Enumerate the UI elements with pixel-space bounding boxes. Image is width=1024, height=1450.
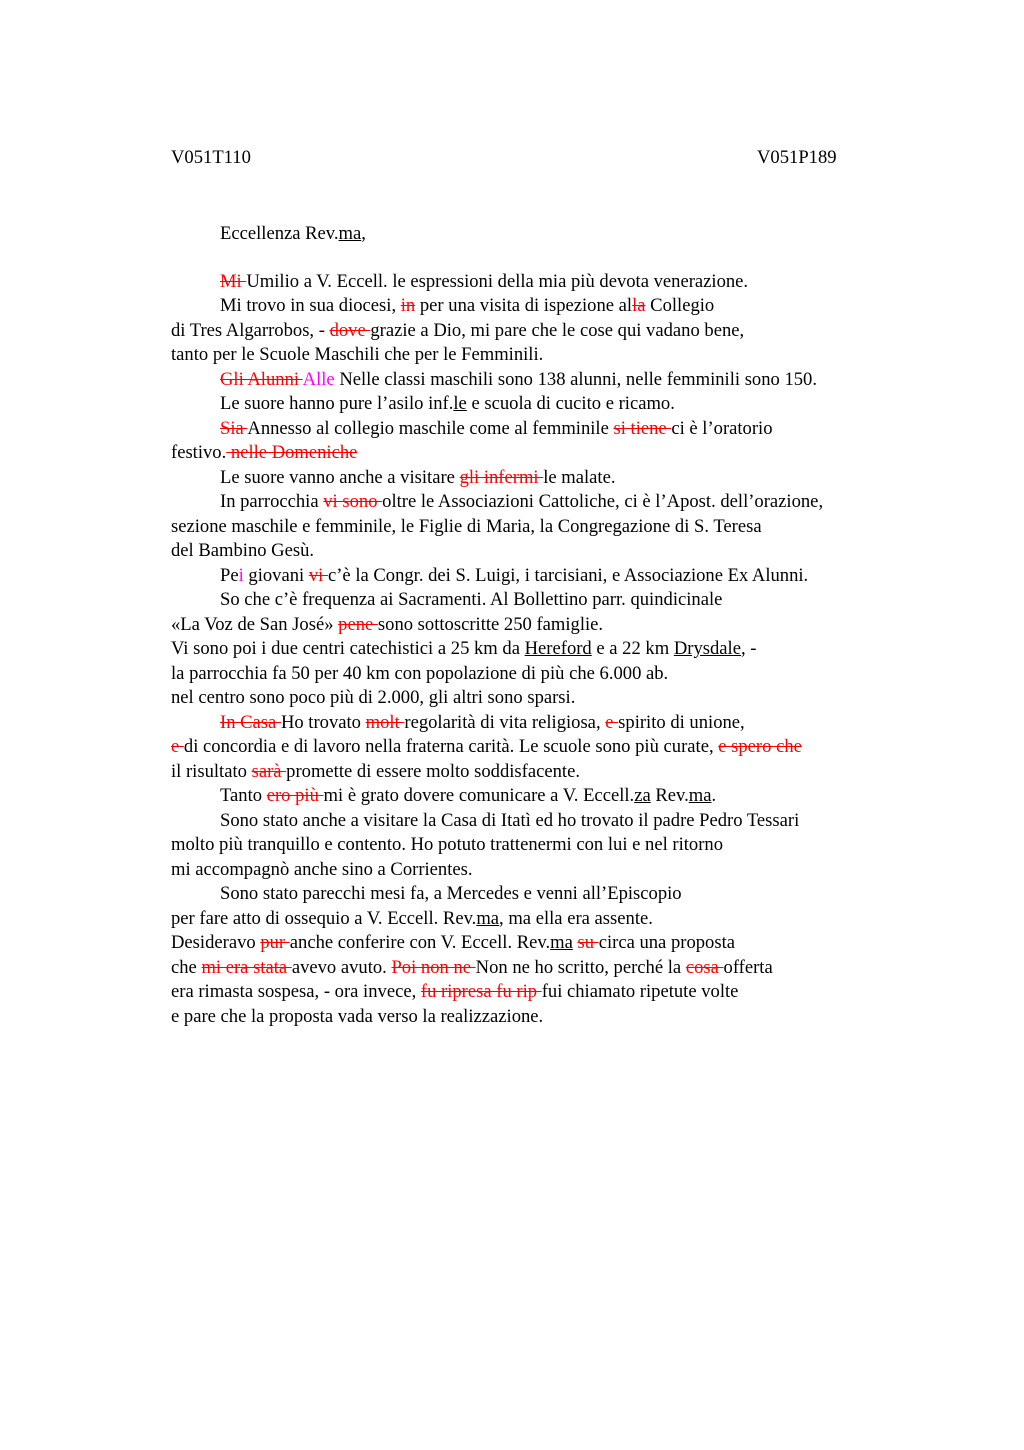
text-run: fui chiamato ripetute volte <box>541 981 739 1002</box>
text-run: Nelle classi maschili sono 138 alunni, nelle femminili sono 150. <box>334 369 818 390</box>
inserted-text: i <box>238 565 244 586</box>
text-run: sezione maschile e femminile, le Figlie di Maria, la Congregazione di S. Teresa <box>171 516 762 537</box>
underlined-abbreviation: ma <box>476 908 500 929</box>
letter-line <box>171 958 773 978</box>
text-run: In parrocchia <box>220 491 324 512</box>
letter-line <box>171 933 735 953</box>
text-run: del Bambino Gesù. <box>171 540 315 561</box>
text-run: offerta <box>723 957 773 978</box>
letter-line <box>171 688 575 708</box>
text-run: nel centro sono poco più di 2.000, gli altri sono sparsi. <box>171 687 576 708</box>
underlined-abbreviation: ma <box>550 932 573 953</box>
text-run: Umilio a V. Eccell. le espressioni della mia più devota venerazione. <box>246 271 749 292</box>
text-run: c’è la Congr. dei S. Luigi, i tarcisiani, e Associazione Ex Alunni. <box>327 565 809 586</box>
text-run: era rimasta sospesa, - ora invece, <box>171 981 421 1002</box>
text-run: , ma ella era assente. <box>499 908 653 929</box>
letter-line <box>171 1007 543 1027</box>
text-run: grazie a Dio, mi pare che le cose qui vadano bene, <box>370 320 745 341</box>
letter-line <box>171 639 756 659</box>
text-run: di concordia e di lavoro nella fraterna carità. Le scuole sono più curate, <box>183 736 719 757</box>
deleted-text: e spero che <box>718 736 802 757</box>
text-run: , - <box>740 638 757 659</box>
text-run: e scuola di cucito e ricamo. <box>466 393 675 414</box>
deleted-text: sarà <box>251 761 287 782</box>
deleted-text: dove <box>329 320 371 341</box>
text-run: la parrocchia fa 50 per 40 km con popolazione di più che 6.000 ab. <box>171 663 669 684</box>
deleted-text: ero più <box>266 785 324 806</box>
letter-line <box>220 884 682 904</box>
letter-line <box>171 517 762 537</box>
text-run: tanto per le Scuole Maschili che per le Femminili. <box>171 344 544 365</box>
letter-line <box>220 272 748 292</box>
letter-line <box>171 345 543 365</box>
document-code-left: V051T110 <box>171 147 251 168</box>
deleted-text: vi <box>308 565 328 586</box>
text-run: Vi sono poi i due centri catechistici a 25 km da <box>171 638 525 659</box>
deleted-text: In Casa <box>220 712 281 733</box>
text-run: Mi trovo in sua diocesi, <box>220 295 401 316</box>
deleted-text: pur <box>260 932 290 953</box>
letter-line <box>220 468 616 488</box>
text-run: «La Voz de San José» <box>171 614 339 635</box>
deleted-text: Mi <box>220 271 247 292</box>
deleted-text: Sia <box>220 418 248 439</box>
text-run: anche conferire con V. Eccell. Rev. <box>289 932 551 953</box>
letter-line <box>220 492 823 512</box>
text-run: Pe <box>220 565 239 586</box>
text-run: Sono stato anche a visitare la Casa di Itatì ed ho trovato il padre Pedro Tessari <box>220 810 800 831</box>
deleted-text: molt <box>365 712 405 733</box>
deleted-text: nelle Domeniche <box>226 442 358 463</box>
text-run: avevo avuto. <box>291 957 392 978</box>
text-run: Desideravo <box>171 932 261 953</box>
letter-line <box>171 541 314 561</box>
letter-line <box>171 443 357 463</box>
deleted-text: su <box>577 932 599 953</box>
letter-line <box>171 860 473 880</box>
deleted-text: pene <box>338 614 378 635</box>
text-run: Collegio <box>645 295 715 316</box>
underlined-abbreviation: za <box>634 785 651 806</box>
text-run: So che c’è frequenza ai Sacramenti. Al Bollettino parr. quindicinale <box>220 589 723 610</box>
deleted-text: Poi non ne <box>391 957 476 978</box>
text-run: circa una proposta <box>598 932 735 953</box>
text-run: , <box>361 223 366 244</box>
text-run: per fare atto di ossequio a V. Eccell. Rev. <box>171 908 477 929</box>
document-code-right: V051P189 <box>757 147 837 168</box>
text-run: festivo. <box>171 442 227 463</box>
deleted-text: gli infermi <box>459 467 544 488</box>
text-run: mi è grato dovere comunicare a V. Eccell. <box>323 785 635 806</box>
deleted-text: e <box>605 712 619 733</box>
text-run: per una visita di ispezione al <box>415 295 633 316</box>
text-run: promette di essere molto soddisfacente. <box>286 761 580 782</box>
underlined-abbreviation: ma <box>688 785 712 806</box>
deleted-text: vi sono <box>323 491 383 512</box>
letter-line <box>171 321 744 341</box>
text-run: ci è l’oratorio <box>671 418 773 439</box>
deleted-text: in <box>400 295 416 316</box>
underlined-abbreviation: Drysdale <box>673 638 741 659</box>
deleted-text: mi era stata <box>201 957 292 978</box>
text-run: e pare che la proposta vada verso la realizzazione. <box>171 1006 544 1027</box>
text-run: Sono stato parecchi mesi fa, a Mercedes e venni all’Episcopio <box>220 883 682 904</box>
letter-line <box>220 713 745 733</box>
text-run: il risultato <box>171 761 252 782</box>
text-run: spirito di unione, <box>618 712 745 733</box>
letter-line <box>220 590 722 610</box>
letter-line <box>220 370 817 390</box>
text-run: le malate. <box>543 467 616 488</box>
deleted-text: la <box>632 295 646 316</box>
text-run: giovani <box>243 565 309 586</box>
text-run: . <box>711 785 717 806</box>
letter-line <box>220 786 716 806</box>
text-run: di Tres Algarrobos, - <box>171 320 330 341</box>
letter-line <box>220 566 808 586</box>
underlined-abbreviation: Hereford <box>524 638 592 659</box>
text-run: Tanto <box>220 785 267 806</box>
letter-line <box>171 909 653 929</box>
deleted-text: fu ripresa fu rip <box>420 981 542 1002</box>
underlined-abbreviation: ma <box>338 223 362 244</box>
letter-line <box>171 835 723 855</box>
text-run: sono sottoscritte 250 famiglie. <box>377 614 604 635</box>
salutation-line <box>220 224 366 244</box>
text-run: Rev. <box>650 785 689 806</box>
letter-line <box>220 811 799 831</box>
text-run: Non ne ho scritto, perché la <box>475 957 686 978</box>
text-run: Eccellenza Rev. <box>220 223 339 244</box>
text-run: molto più tranquillo e contento. Ho potuto trattenermi con lui e nel ritorno <box>171 834 724 855</box>
text-run: Le suore vanno anche a visitare <box>220 467 460 488</box>
text-run: Ho trovato <box>280 712 366 733</box>
letter-line <box>171 737 802 757</box>
text-run: oltre le Associazioni Cattoliche, ci è l’Apost. dell’orazione, <box>382 491 824 512</box>
letter-line <box>220 419 773 439</box>
text-run: regolarità di vita religiosa, <box>404 712 606 733</box>
letter-line <box>220 394 675 414</box>
deleted-text: Gli Alunni <box>220 369 303 390</box>
inserted-text: Alle <box>302 369 335 390</box>
deleted-text: cosa <box>685 957 724 978</box>
deleted-text: e <box>171 736 184 757</box>
text-run: che <box>171 957 202 978</box>
letter-line <box>171 615 603 635</box>
letter-line <box>220 296 714 316</box>
underlined-abbreviation: le <box>453 393 467 414</box>
text-run: mi accompagnò anche sino a Corrientes. <box>171 859 473 880</box>
text-run: Le suore hanno pure l’asilo inf. <box>220 393 454 414</box>
letter-line <box>171 664 668 684</box>
letter-line <box>171 762 580 782</box>
text-run: Annesso al collegio maschile come al femminile <box>247 418 614 439</box>
text-run: e a 22 km <box>591 638 674 659</box>
letter-line <box>171 982 738 1002</box>
deleted-text: si tiene <box>613 418 672 439</box>
